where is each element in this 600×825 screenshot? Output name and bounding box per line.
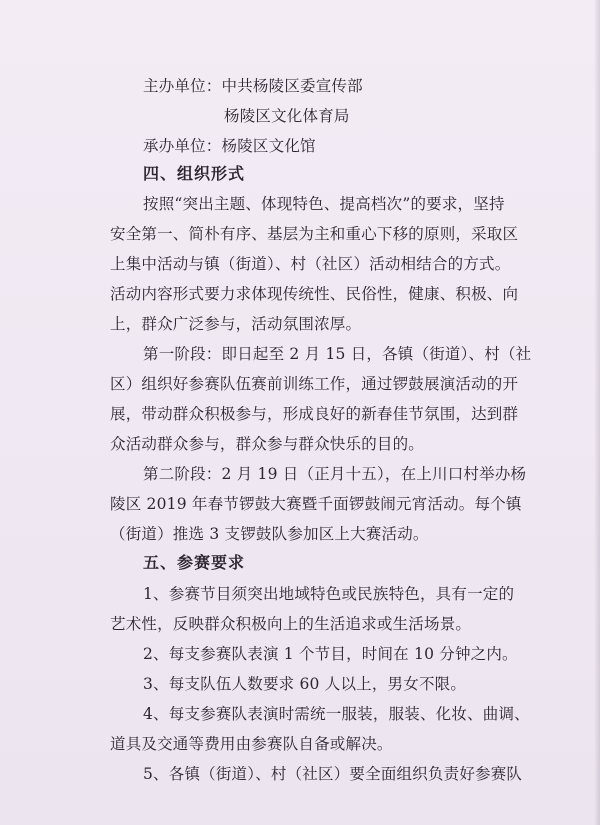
s5-item5: 5、各镇（街道）、村（社区）要全面组织负责好参赛队 <box>143 765 523 783</box>
section4-heading: 四、组织形式 <box>143 164 246 183</box>
s5-item4-line1: 4、每支参赛队表演时需统一服装，服装、化妆、曲调、 <box>143 705 530 723</box>
s4-para3-line2: 陵区 2019 年春节锣鼓大赛暨千面锣鼓闹元宵活动。每个镇 <box>110 495 522 513</box>
s4-para1-line1: 按照“突出主题、体现特色、提高档次”的要求，坚持 <box>143 195 505 213</box>
organizer-line <box>143 76 363 96</box>
organizer-label: 主办单位： <box>143 77 222 95</box>
co-organizer-label: 承办单位： <box>143 137 222 155</box>
s4-para3-line1: 第二阶段：2 月 19 日（正月十五），在上川口村举办杨 <box>143 465 527 483</box>
organizer-name-2: 杨陵区文化体育局 <box>224 107 350 125</box>
co-organizer-line <box>143 136 316 156</box>
s4-para1-line5: 上，群众广泛参与，活动氛围浓厚。 <box>110 315 362 333</box>
s4-para2-line2: 区）组织好参赛队伍赛前训练工作，通过锣鼓展演活动的开 <box>110 375 519 393</box>
s4-para1-line2: 安全第一、简朴有序、基层为主和重心下移的原则，采取区 <box>110 225 519 243</box>
s4-para1-line4: 活动内容形式要力求体现传统性、民俗性，健康、积极、向 <box>110 285 519 303</box>
s4-para3-line3: （街道）推选 3 支锣鼓队参加区上大赛活动。 <box>110 525 429 543</box>
s5-item4-line2: 道具及交通等费用由参赛队自备或解决。 <box>110 735 393 753</box>
co-organizer-name: 杨陵区文化馆 <box>221 137 316 155</box>
s5-item3: 3、每支队伍人数要求 60 人以上，男女不限。 <box>143 675 467 693</box>
s4-para1-line3: 上集中活动与镇（街道）、村（社区）活动相结合的方式。 <box>110 255 511 273</box>
s5-item1-line1: 1、参赛节目须突出地域特色或民族特色，具有一定的 <box>143 585 515 603</box>
organizer-name-1: 中共杨陵区委宣传部 <box>221 77 363 95</box>
s4-para2-line1: 第一阶段：即日起至 2 月 15 日，各镇（街道）、村（社 <box>143 345 532 363</box>
section5-heading: 五、参赛要求 <box>143 553 246 572</box>
s5-item2: 2、每支参赛队表演 1 个节目，时间在 10 分钟之内。 <box>143 645 518 663</box>
s5-item1-line2: 艺术性，反映群众积极向上的生活追求或生活场景。 <box>110 615 472 633</box>
scan-edge-shadow <box>594 0 600 825</box>
s4-para2-line4: 众活动群众参与，群众参与群众快乐的目的。 <box>110 435 425 453</box>
s4-para2-line3: 展，带动群众积极参与，形成良好的新春佳节氛围，达到群 <box>110 405 519 423</box>
